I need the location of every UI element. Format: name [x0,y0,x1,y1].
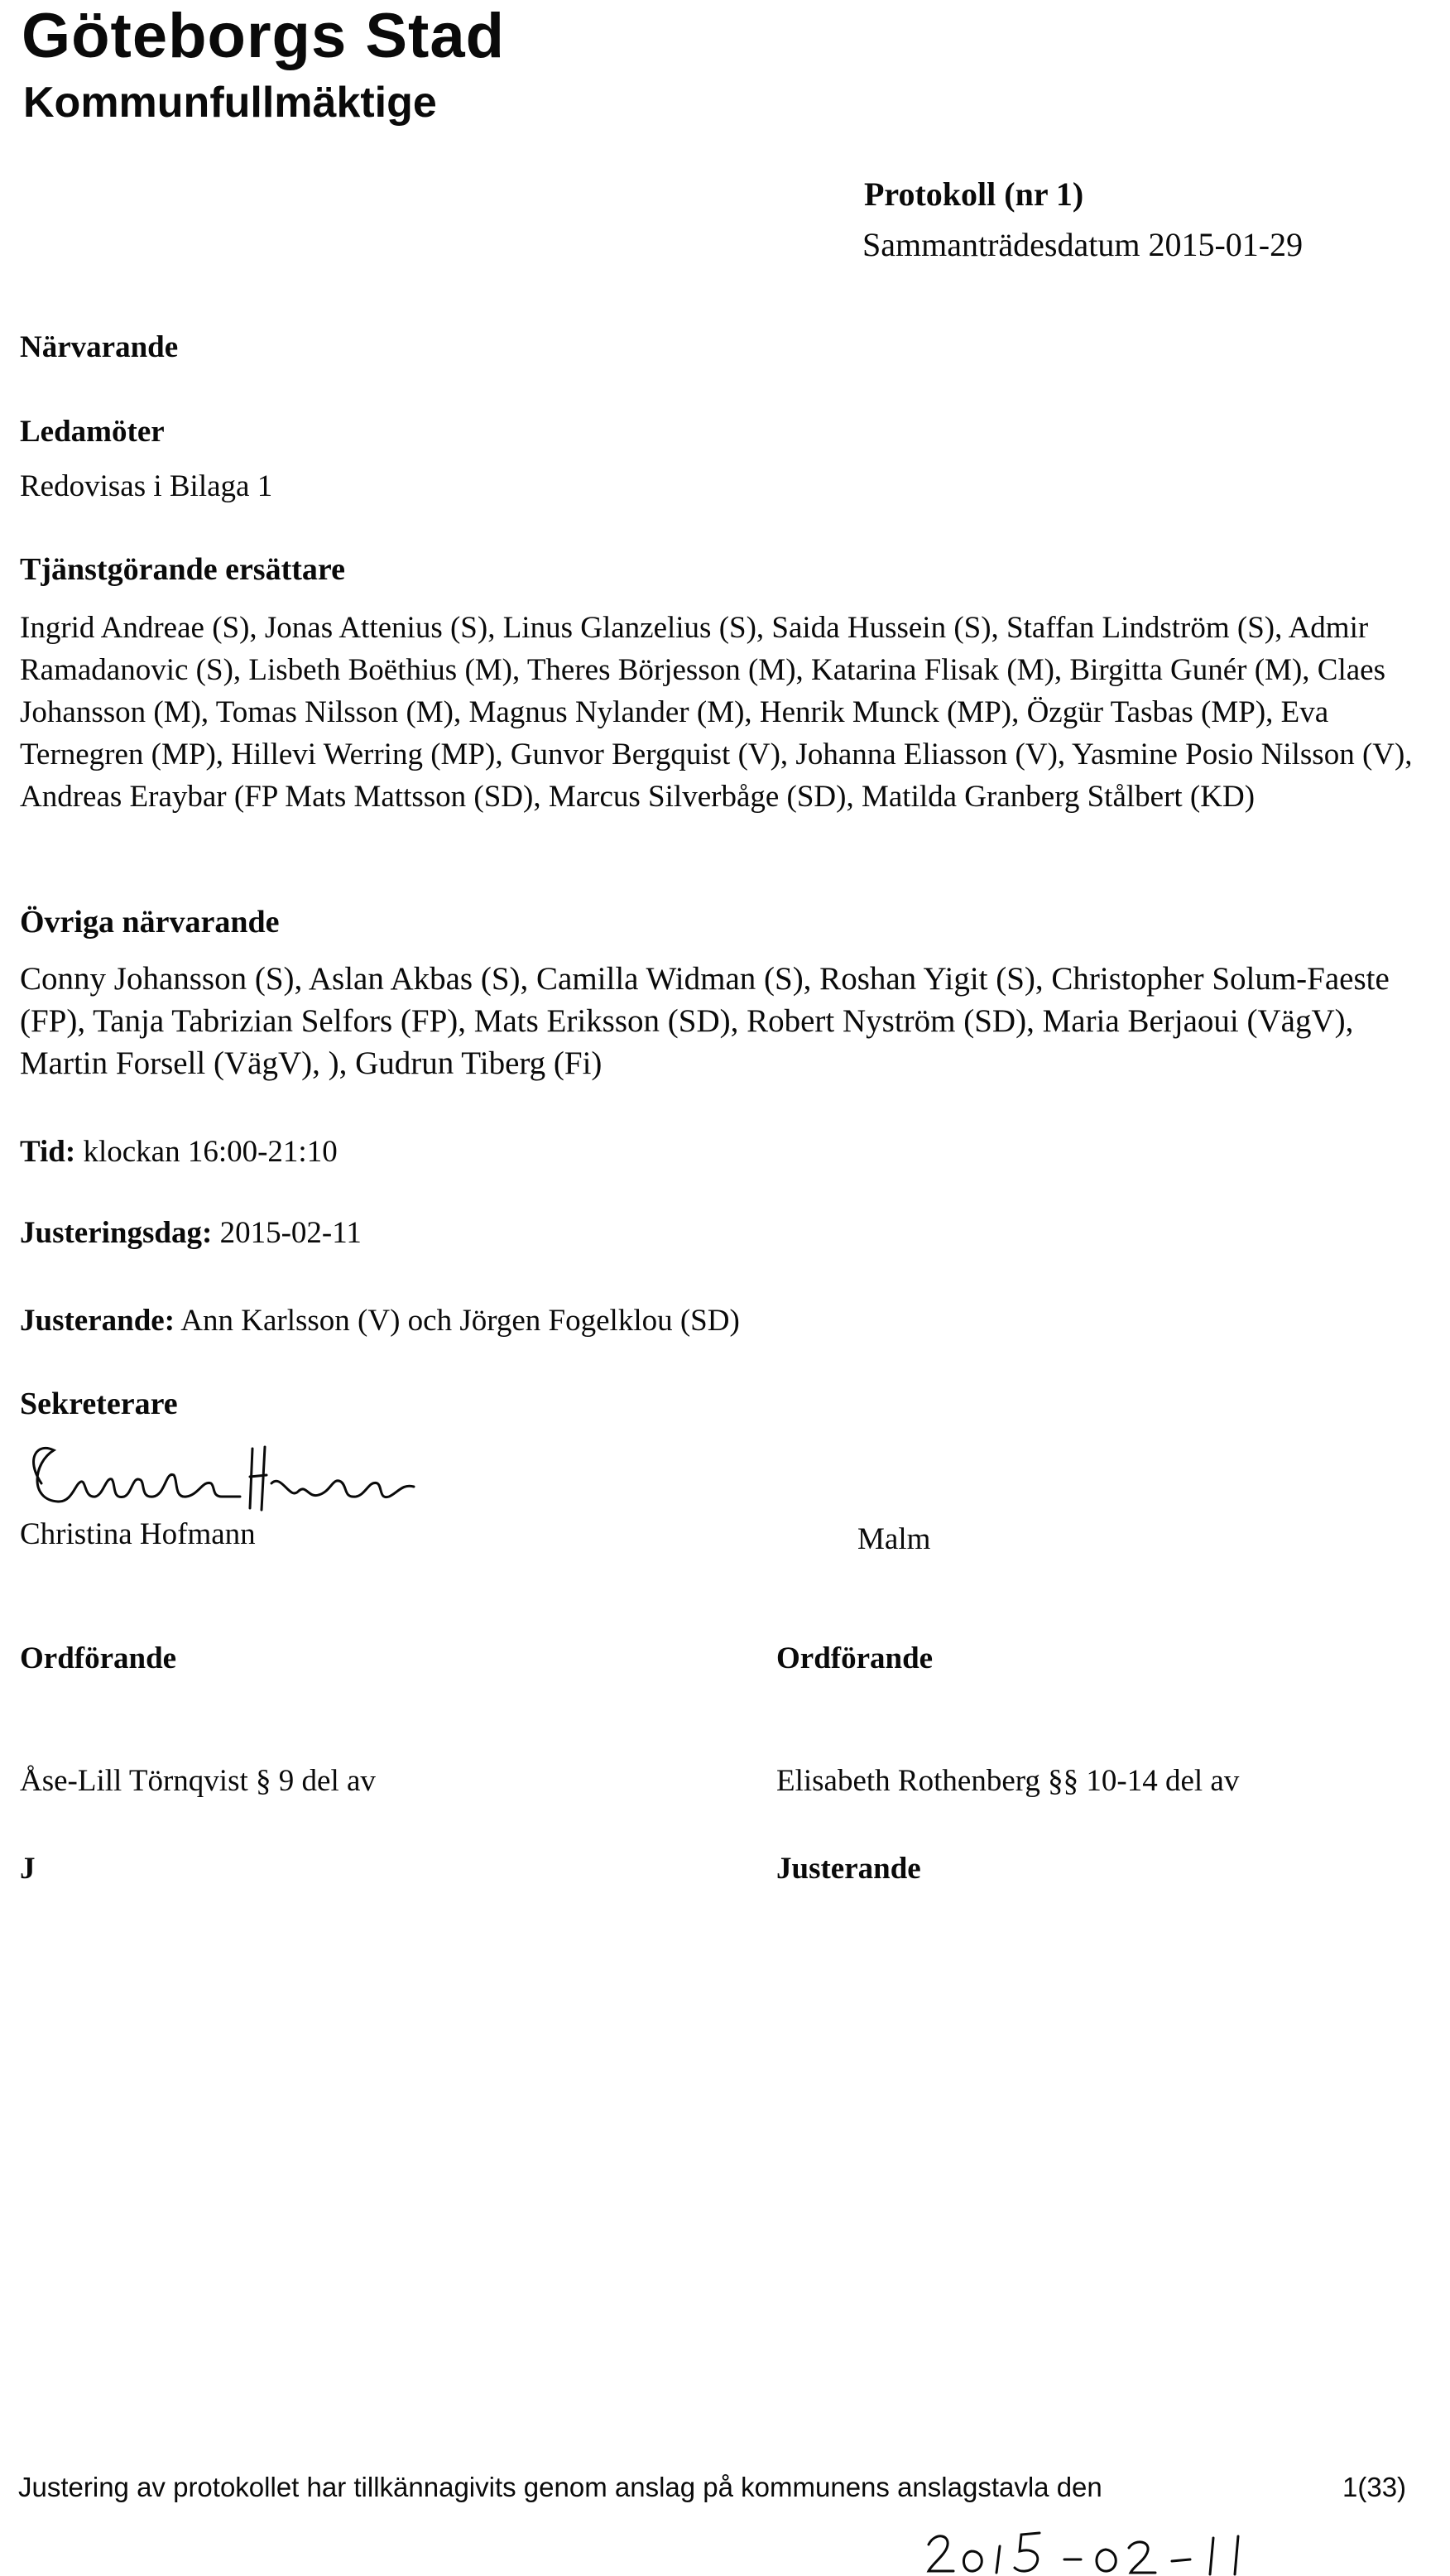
chair-left-name: Åse-Lill Törnqvist § 9 del av [20,1764,376,1798]
organization-name: Göteborgs Stad [22,1,506,71]
attendance-heading: Närvarande [20,330,179,364]
secretary-name: Christina Hofmann [20,1517,256,1551]
page-number: 1(33) [1342,2472,1407,2502]
adjusters-value: Ann Karlsson (V) och Jörgen Fogelklou (SD) [180,1304,740,1338]
adjusters [20,1303,740,1338]
others-heading: Övriga närvarande [20,905,280,940]
secretary-signature [8,1425,439,1525]
adjustment-day [20,1215,362,1251]
posting-notice: Justering av protokollet har tillkännagivits genom anslag på kommunens anslagstavla den [18,2472,1102,2502]
substitutes-heading: Tjänstgörande ersättare [20,552,345,587]
handwritten-date [924,2526,1280,2576]
secretary-heading: Sekreterare [20,1387,178,1421]
meeting-date: Sammanträdesdatum 2015-01-29 [862,226,1304,263]
time-value: klockan 16:00-21:10 [83,1135,338,1169]
protocol-title: Protokoll (nr 1) [864,175,1084,213]
meeting-time [20,1134,338,1170]
council-name: Kommunfullmäktige [23,79,437,127]
left-adjuster-label: J [20,1852,36,1886]
adjustment-day-value: 2015-02-11 [219,1216,362,1250]
malm-label: Malm [857,1522,931,1556]
members-text: Redovisas i Bilaga 1 [20,469,273,503]
chair-right-name: Elisabeth Rothenberg §§ 10-14 del av [776,1764,1240,1798]
substitutes-list: Ingrid Andreae (S), Jonas Attenius (S), Linus Glanzelius (S), Saida Hussein (S), Staffan Lindström (S), Admir Ramadanovic (S), Lisbeth Boëthius (M), Theres Börjesson (M), Katarina Flisak (M), Birgitta Gunér (M), Claes Johansson (M), Tomas Nilsson (M), Magnus Nylander (M), Henrik Munck (MP), Özgür Tasbas (MP), Eva Ternegren (MP), Hillevi Werring (MP), Gunvor Bergquist (V), Johanna Eliasson (V), Yasmine Posio Nilsson (V), Andreas Eraybar (FP Mats Mattsson (SD), Marcus Silverbåge (SD), Matilda Granberg Stålbert (KD) [20,611,1413,814]
others-list: Conny Johansson (S), Aslan Akbas (S), Camilla Widman (S), Roshan Yigit (S), Christopher Solum-Faeste (FP), Tanja Tabrizian Selfors (FP), Mats Eriksson (SD), Robert Nyström (SD), Maria Berjaoui (VägV), Martin Forsell (VägV), ), Gudrun Tiberg (Fi) [20,961,1390,1081]
chair-left-heading: Ordförande [20,1641,177,1675]
members-heading: Ledamöter [20,415,165,449]
chair-right-heading: Ordförande [776,1641,934,1675]
right-adjuster-label: Justerande [776,1852,921,1886]
adjusters-label: Justerande: [20,1304,175,1338]
time-label: Tid: [20,1135,76,1169]
adjustment-day-label: Justeringsdag: [20,1216,213,1250]
